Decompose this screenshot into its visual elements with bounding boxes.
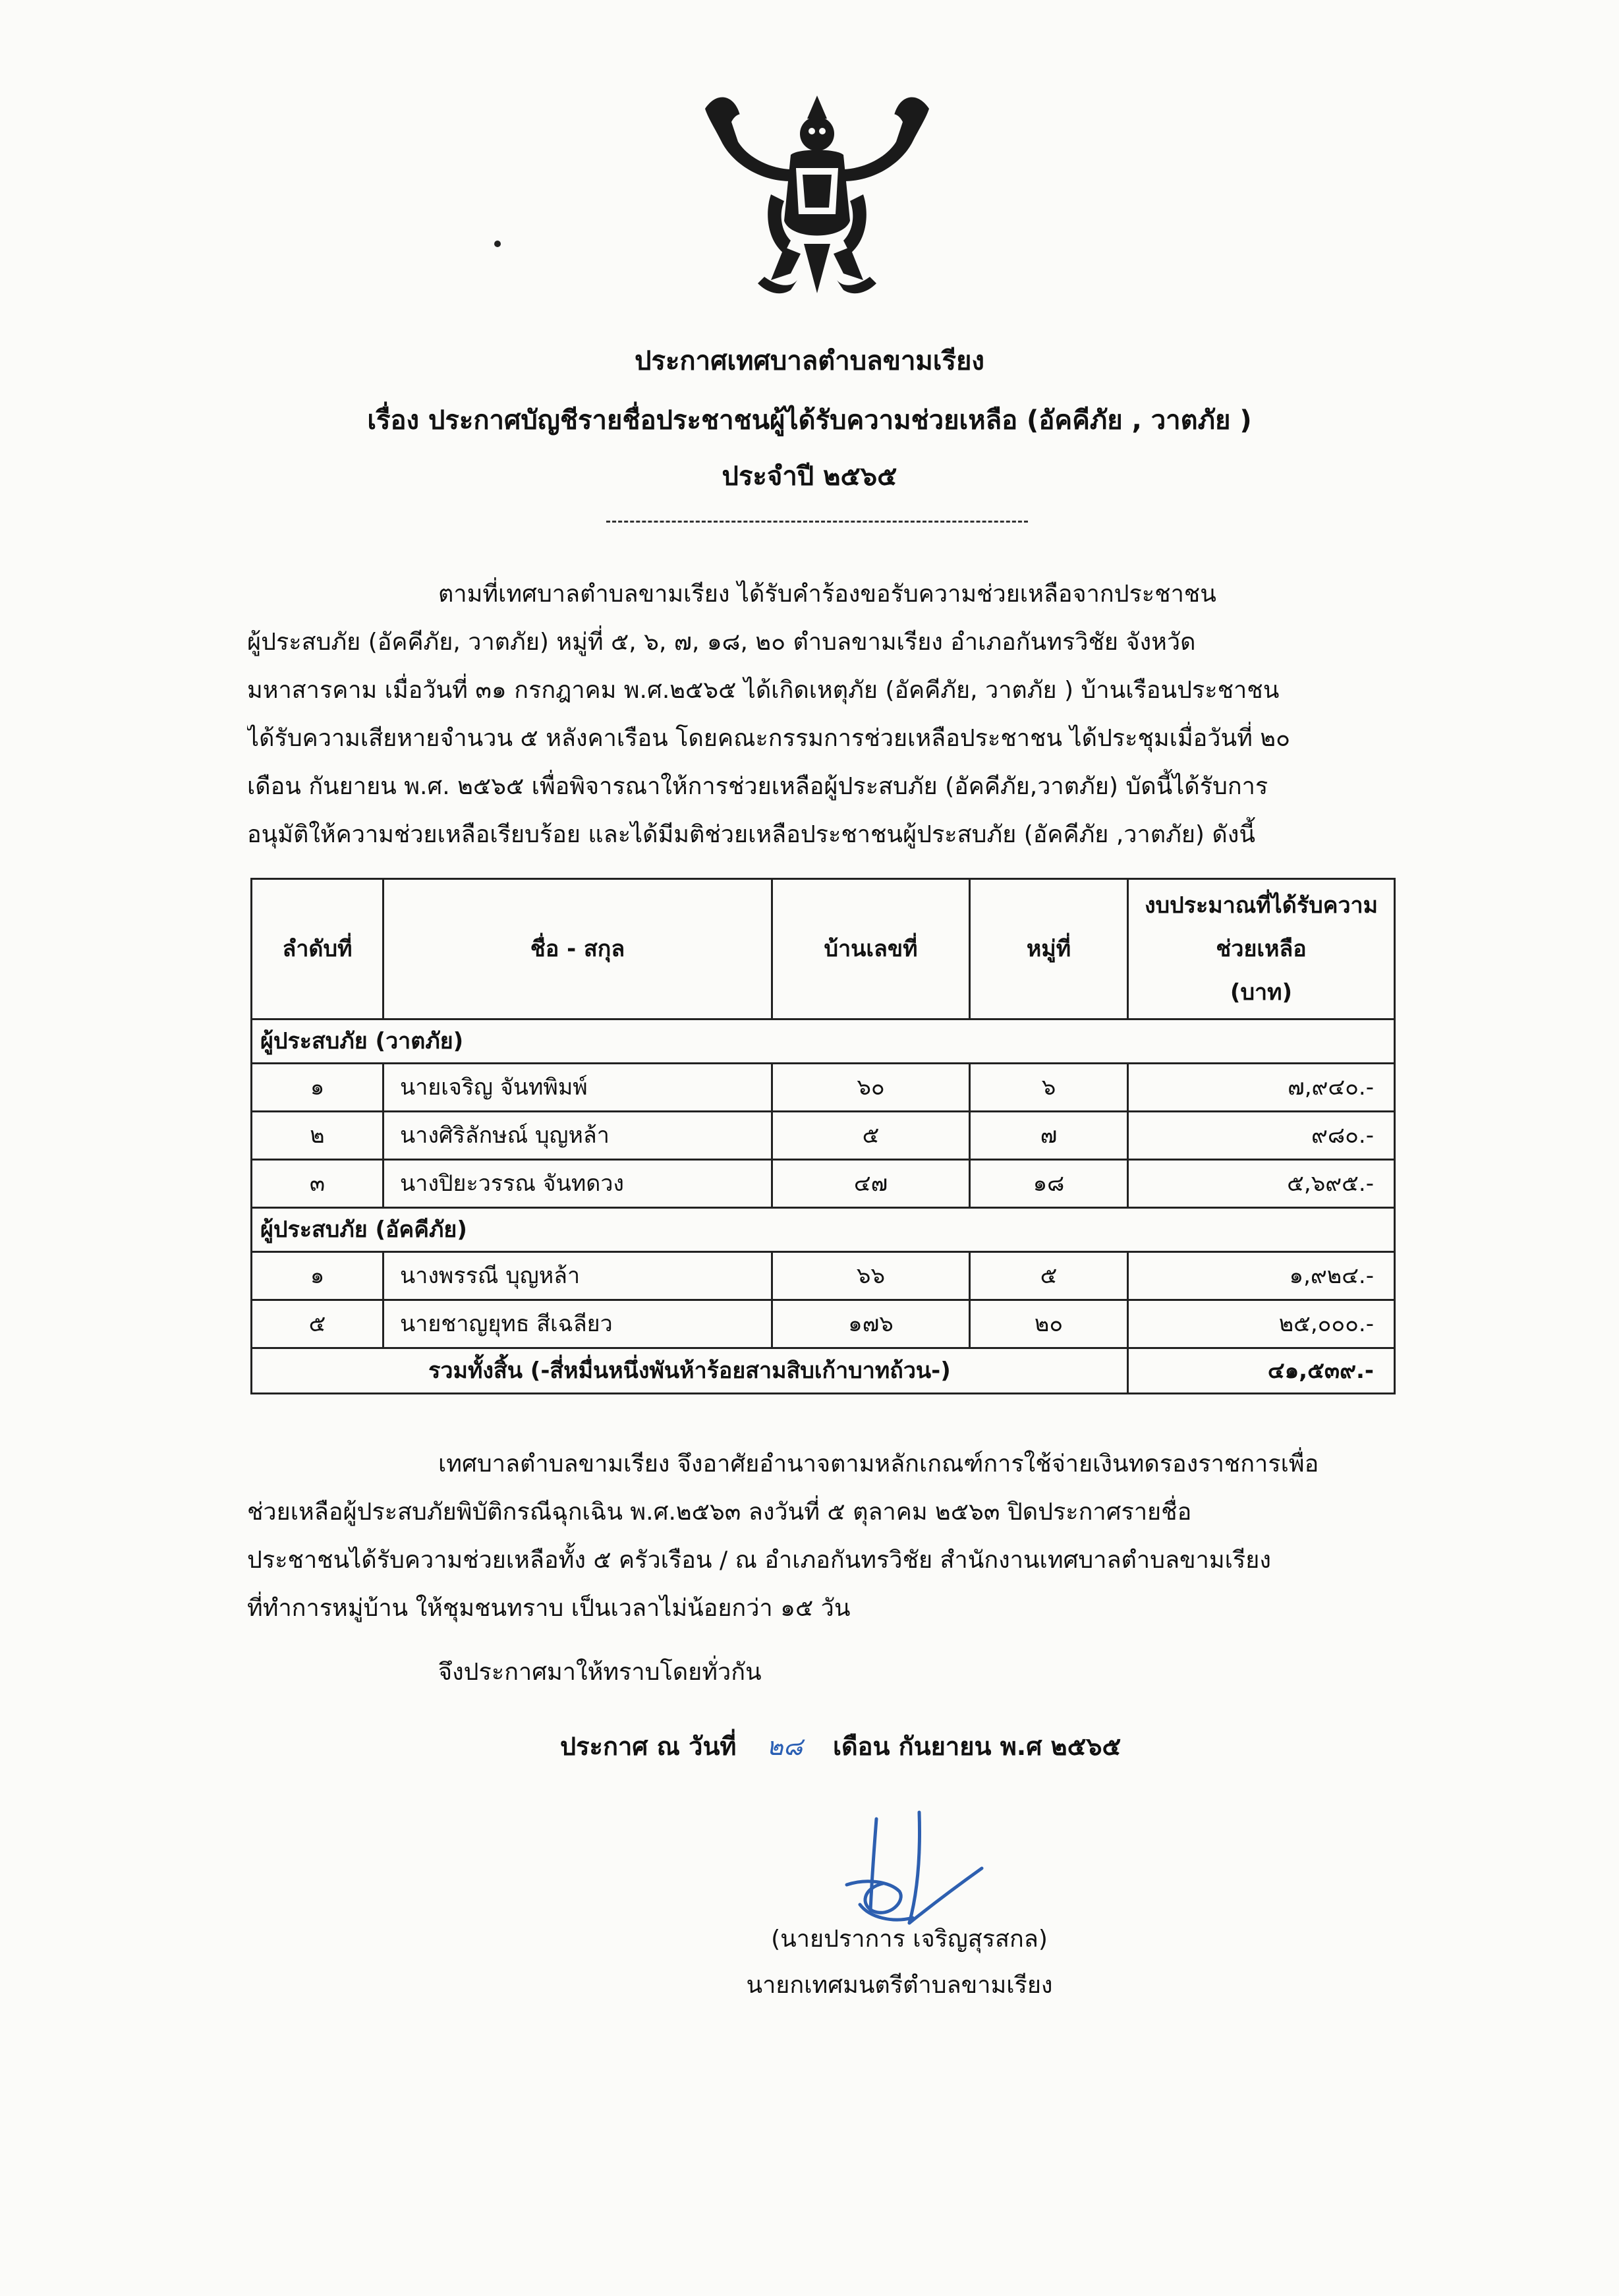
header-amount-line: งบประมาณที่ได้รับความ xyxy=(1144,892,1378,919)
section-row xyxy=(252,1208,1395,1252)
cell-index: ๒ xyxy=(252,1112,383,1160)
beneficiary-table xyxy=(250,878,1396,1394)
date-prefix: ประกาศ ณ วันที่ xyxy=(560,1732,737,1761)
body-line: เทศบาลตำบลขามเรียง จึงอาศัยอำนาจตามหลักเกณฑ์การใช้จ่ายเงินทดรองราชการเพื่อ xyxy=(438,1450,1319,1478)
announcement-title: ประกาศเทศบาลตำบลขามเรียง xyxy=(635,346,984,376)
cell-amount: ๑,๙๒๔.- xyxy=(1128,1252,1395,1300)
cell-amount: ๙๘๐.- xyxy=(1128,1112,1395,1160)
header-moo: หมู่ที่ xyxy=(970,879,1128,1019)
section-row xyxy=(252,1019,1395,1064)
header-amount-line: ช่วยเหลือ xyxy=(1216,936,1307,962)
section-label: ผู้ประสบภัย (วาตภัย) xyxy=(252,1019,1395,1064)
signer-name: (นายปราการ เจริญสุรสกล) xyxy=(771,1926,1048,1953)
cell-amount: ๒๕,๐๐๐.- xyxy=(1128,1300,1395,1348)
signer-title: นายกเทศมนตรีตำบลขามเรียง xyxy=(746,1972,1053,1999)
cell-moo: ๖ xyxy=(970,1064,1128,1112)
announcement-date xyxy=(560,1727,1121,1766)
cell-name: นายชาญยุทธ สีเฉลียว xyxy=(383,1300,772,1348)
cell-amount: ๕,๖๙๕.- xyxy=(1128,1160,1395,1208)
closing-line: จึงประกาศมาให้ทราบโดยทั่วกัน xyxy=(438,1659,762,1686)
signature-mark xyxy=(820,1806,992,1931)
header-amount xyxy=(1128,879,1395,1019)
table-row xyxy=(252,1160,1395,1208)
header-house: บ้านเลขที่ xyxy=(772,879,970,1019)
announcement-subject: เรื่อง ประกาศบัญชีรายชื่อประชาชนผู้ได้รับความช่วยเหลือ (อัคคีภัย , วาตภัย ) xyxy=(367,405,1252,436)
cell-index: ๑ xyxy=(252,1252,383,1300)
title-divider xyxy=(606,521,1028,523)
announcement-year: ประจำปี ๒๕๖๕ xyxy=(722,461,897,492)
cell-amount: ๗,๙๔๐.- xyxy=(1128,1064,1395,1112)
date-day-handwritten: ๒๘ xyxy=(766,1732,803,1761)
cell-index: ๑ xyxy=(252,1064,383,1112)
table-row xyxy=(252,1064,1395,1112)
intro-line: เดือน กันยายน พ.ศ. ๒๕๖๕ เพื่อพิจารณาให้การช่วยเหลือผู้ประสบภัย (อัคคีภัย,วาตภัย) บัดนี้ได้รับการ xyxy=(247,773,1268,800)
cell-moo: ๒๐ xyxy=(970,1300,1128,1348)
section-label: ผู้ประสบภัย (อัคคีภัย) xyxy=(252,1208,1395,1252)
cell-moo: ๑๘ xyxy=(970,1160,1128,1208)
body-paragraph xyxy=(247,1440,1404,1632)
cell-moo: ๗ xyxy=(970,1112,1128,1160)
header-amount-line: (บาท) xyxy=(1230,979,1293,1006)
intro-line: ผู้ประสบภัย (อัคคีภัย, วาตภัย) หมู่ที่ ๕, ๖, ๗, ๑๘, ๒๐ ตำบลขามเรียง อำเภอกันทรวิชัย จังหวัด xyxy=(247,629,1196,656)
table-row xyxy=(252,1300,1395,1348)
cell-index: ๕ xyxy=(252,1300,383,1348)
table-header-row xyxy=(252,879,1395,1019)
cell-house: ๖๖ xyxy=(772,1252,970,1300)
cell-name: นางปิยะวรรณ จันทดวง xyxy=(383,1160,772,1208)
body-line: ประชาชนได้รับความช่วยเหลือทั้ง ๕ ครัวเรือน / ณ อำเภอกันทรวิชัย สำนักงานเทศบาลตำบลขามเรียง xyxy=(247,1547,1271,1574)
total-label: รวมทั้งสิ้น (-สี่หมื่นหนึ่งพันห้าร้อยสามสิบเก้าบาทถ้วน-) xyxy=(252,1348,1128,1394)
cell-house: ๖๐ xyxy=(772,1064,970,1112)
body-line: ช่วยเหลือผู้ประสบภัยพิบัติกรณีฉุกเฉิน พ.ศ.๒๕๖๓ ลงวันที่ ๕ ตุลาคม ๒๕๖๓ ปิดประกาศรายชื่อ xyxy=(247,1499,1192,1526)
header-index: ลำดับที่ xyxy=(252,879,383,1019)
intro-line: อนุมัติให้ความช่วยเหลือเรียบร้อย และได้มีมติช่วยเหลือประชาชนผู้ประสบภัย (อัคคีภัย ,วาตภัย) ดังนี้ xyxy=(247,821,1255,848)
cell-name: นางศิริลักษณ์ บุญหล้า xyxy=(383,1112,772,1160)
cell-house: ๔๗ xyxy=(772,1160,970,1208)
cell-name: นางพรรณี บุญหล้า xyxy=(383,1252,772,1300)
table-row xyxy=(252,1112,1395,1160)
intro-line: มหาสารคาม เมื่อวันที่ ๓๑ กรกฎาคม พ.ศ.๒๕๖๕ ได้เกิดเหตุภัย (อัคคีภัย, วาตภัย ) บ้านเรือนประชาชน xyxy=(247,677,1280,704)
table-row xyxy=(252,1252,1395,1300)
garuda-emblem-icon xyxy=(692,82,942,306)
cell-house: ๕ xyxy=(772,1112,970,1160)
total-row xyxy=(252,1348,1395,1394)
cell-name: นายเจริญ จันทพิมพ์ xyxy=(383,1064,772,1112)
stray-dot xyxy=(494,241,501,247)
cell-house: ๑๗๖ xyxy=(772,1300,970,1348)
intro-line: ได้รับความเสียหายจำนวน ๕ หลังคาเรือน โดยคณะกรรมการช่วยเหลือประชาชน ได้ประชุมเมื่อวันที่ ๒๐ xyxy=(247,725,1290,752)
header-name: ชื่อ - สกุล xyxy=(383,879,772,1019)
total-amount: ๔๑,๕๓๙.- xyxy=(1128,1348,1395,1394)
cell-index: ๓ xyxy=(252,1160,383,1208)
cell-moo: ๕ xyxy=(970,1252,1128,1300)
date-suffix: เดือน กันยายน พ.ศ ๒๕๖๕ xyxy=(832,1732,1122,1761)
body-line: ที่ทำการหมู่บ้าน ให้ชุมชนทราบ เป็นเวลาไม่น้อยกว่า ๑๕ วัน xyxy=(247,1595,851,1622)
intro-paragraph xyxy=(247,570,1404,859)
intro-line: ตามที่เทศบาลตำบลขามเรียง ได้รับคำร้องขอรับความช่วยเหลือจากประชาชน xyxy=(438,581,1216,608)
